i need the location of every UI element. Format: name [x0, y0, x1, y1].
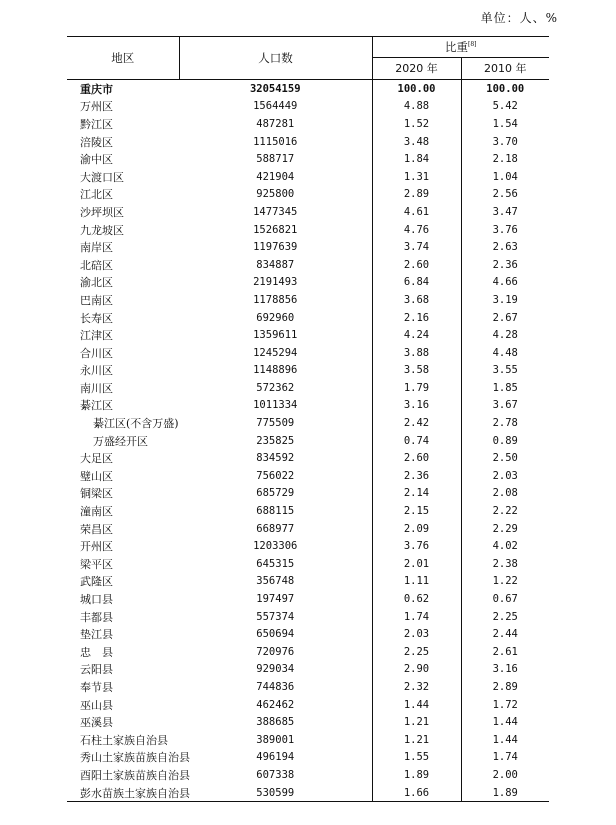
- share-2020-cell: 3.16: [372, 397, 461, 415]
- share-2020-cell: 2.25: [372, 643, 461, 661]
- population-cell: 572362: [179, 379, 372, 397]
- region-name-cell: 大渡口区: [80, 170, 124, 184]
- share-2010-cell: 2.38: [492, 557, 518, 570]
- share-2020-cell: 2.14: [372, 485, 461, 503]
- region-name-cell: 大足区: [80, 452, 113, 466]
- share-2010-cell: 2.36: [492, 258, 518, 271]
- share-2010-cell: 4.66: [492, 276, 518, 289]
- header-year-2010: 2010 年: [461, 57, 549, 79]
- table-row: [67, 291, 549, 309]
- population-cell: 1477345: [179, 203, 372, 221]
- share-2010-cell: 3.76: [492, 223, 518, 236]
- region-name-cell: 江津区: [80, 329, 113, 343]
- population-cell: 235825: [179, 432, 372, 450]
- region-name-cell: 忠 县: [80, 645, 113, 659]
- share-2020-cell: 1.21: [372, 713, 461, 731]
- share-2010-cell: 2.44: [492, 628, 518, 641]
- population-cell: 496194: [179, 749, 372, 767]
- population-cell: 834887: [179, 256, 372, 274]
- population-cell: 389001: [179, 731, 372, 749]
- share-2020-cell: 3.88: [372, 344, 461, 362]
- population-cell: 1115016: [179, 133, 372, 151]
- region-name-cell: 南岸区: [80, 241, 113, 255]
- share-2010-cell: 3.67: [492, 399, 518, 412]
- share-2020-cell: 2.32: [372, 678, 461, 696]
- population-cell: 1203306: [179, 537, 372, 555]
- share-2010-cell: 2.25: [492, 610, 518, 623]
- share-2010-cell: 2.61: [492, 645, 518, 658]
- region-name-cell: 石柱土家族自治县: [80, 733, 168, 747]
- share-2020-cell: 4.76: [372, 221, 461, 239]
- table-row: [67, 449, 549, 467]
- table-row: [67, 186, 549, 204]
- population-cell: 1359611: [179, 326, 372, 344]
- share-2020-cell: 1.79: [372, 379, 461, 397]
- region-name-cell: 渝中区: [80, 153, 113, 167]
- table-row: [67, 608, 549, 626]
- population-cell: 1526821: [179, 221, 372, 239]
- region-name-cell: 丰都县: [80, 610, 113, 624]
- table-row: [67, 344, 549, 362]
- population-cell: 650694: [179, 625, 372, 643]
- header-share-label: 比重: [445, 39, 468, 54]
- table-body: [67, 80, 549, 802]
- region-name-cell: 潼南区: [80, 505, 113, 519]
- share-2010-cell: 3.19: [492, 293, 518, 306]
- population-cell: 1148896: [179, 362, 372, 380]
- share-2020-cell: 2.42: [372, 414, 461, 432]
- table-row: [67, 115, 549, 133]
- population-cell: 688115: [179, 502, 372, 520]
- population-cell: 1564449: [179, 98, 372, 116]
- region-name-cell: 綦江区: [80, 399, 113, 413]
- population-cell: 668977: [179, 520, 372, 538]
- table-row: [67, 537, 549, 555]
- table-row: [67, 590, 549, 608]
- table-row: [67, 309, 549, 327]
- table-row: [67, 696, 549, 714]
- share-2010-cell: 2.50: [492, 452, 518, 465]
- share-2010-cell: 2.03: [492, 469, 518, 482]
- share-2010-cell: 1.74: [492, 751, 518, 764]
- header-share-footnote: [8]: [468, 41, 477, 49]
- share-2010-cell: 3.55: [492, 364, 518, 377]
- header-region: 地区: [67, 37, 179, 80]
- table-row: [67, 274, 549, 292]
- region-name-cell: 武隆区: [80, 575, 113, 589]
- share-2010-cell: 1.89: [461, 784, 549, 802]
- table-row: [67, 625, 549, 643]
- population-cell: 834592: [179, 449, 372, 467]
- region-name-cell: 奉节县: [80, 680, 113, 694]
- population-cell: 685729: [179, 485, 372, 503]
- table-row: [67, 238, 549, 256]
- population-cell: 1245294: [179, 344, 372, 362]
- share-2010-cell: 2.63: [492, 241, 518, 254]
- population-cell: 462462: [179, 696, 372, 714]
- table-row: [67, 713, 549, 731]
- population-cell: 32054159: [179, 80, 372, 98]
- region-name-cell: 璧山区: [80, 469, 113, 483]
- region-name-cell: 巫溪县: [80, 716, 113, 730]
- table-row: [67, 362, 549, 380]
- table-row: [67, 256, 549, 274]
- table-row: [67, 133, 549, 151]
- share-2020-cell: 2.03: [372, 625, 461, 643]
- header-population: 人口数: [179, 37, 372, 80]
- share-2010-cell: 3.70: [492, 135, 518, 148]
- population-cell: 756022: [179, 467, 372, 485]
- region-name-cell: 北碚区: [80, 258, 113, 272]
- share-2020-cell: 4.88: [372, 98, 461, 116]
- share-2010-cell: 0.67: [492, 593, 518, 606]
- share-2010-cell: 2.18: [492, 153, 518, 166]
- table-row: [67, 766, 549, 784]
- share-2020-cell: 4.61: [372, 203, 461, 221]
- table-row: [67, 502, 549, 520]
- table-row: [67, 784, 549, 802]
- share-2020-cell: 1.31: [372, 168, 461, 186]
- population-cell: 1197639: [179, 238, 372, 256]
- region-name-cell: 酉阳土家族苗族自治县: [80, 768, 190, 782]
- table-row: [67, 379, 549, 397]
- population-cell: 487281: [179, 115, 372, 133]
- share-2010-cell: 5.42: [492, 100, 518, 113]
- share-2020-cell: 6.84: [372, 274, 461, 292]
- share-2010-cell: 1.85: [492, 381, 518, 394]
- table-row: [67, 221, 549, 239]
- region-name-cell: 万州区: [80, 100, 113, 114]
- share-2010-cell: 4.48: [492, 346, 518, 359]
- share-2020-cell: 3.68: [372, 291, 461, 309]
- share-2020-cell: 100.00: [372, 80, 461, 98]
- table-row: [67, 150, 549, 168]
- share-2020-cell: 1.52: [372, 115, 461, 133]
- table-row: [67, 485, 549, 503]
- population-cell: 1178856: [179, 291, 372, 309]
- population-cell: 356748: [179, 573, 372, 591]
- share-2010-cell: 2.29: [492, 522, 518, 535]
- table-row: [67, 467, 549, 485]
- share-2020-cell: 2.60: [372, 449, 461, 467]
- region-name-cell: 云阳县: [80, 663, 113, 677]
- share-2020-cell: 3.74: [372, 238, 461, 256]
- share-2010-cell: 4.02: [492, 540, 518, 553]
- region-name-cell: 巴南区: [80, 293, 113, 307]
- share-2010-cell: 3.47: [492, 205, 518, 218]
- share-2020-cell: 1.55: [372, 749, 461, 767]
- region-name-cell: 万盛经开区: [93, 434, 148, 448]
- region-name-cell: 铜梁区: [80, 487, 113, 501]
- table-row: [67, 643, 549, 661]
- population-cell: 557374: [179, 608, 372, 626]
- share-2010-cell: 2.89: [492, 680, 518, 693]
- share-2020-cell: 1.84: [372, 150, 461, 168]
- share-2020-cell: 4.24: [372, 326, 461, 344]
- region-name-cell: 渝北区: [80, 276, 113, 290]
- share-2020-cell: 2.09: [372, 520, 461, 538]
- share-2010-cell: 1.54: [492, 117, 518, 130]
- header-share: [372, 37, 549, 58]
- share-2020-cell: 0.62: [372, 590, 461, 608]
- table-row: [67, 98, 549, 116]
- population-cell: 2191493: [179, 274, 372, 292]
- population-cell: 1011334: [179, 397, 372, 415]
- table-row: [67, 573, 549, 591]
- share-2010-cell: 0.89: [492, 434, 518, 447]
- table-row: [67, 555, 549, 573]
- share-2020-cell: 3.76: [372, 537, 461, 555]
- table-row: [67, 397, 549, 415]
- table-row: [67, 414, 549, 432]
- population-cell: 588717: [179, 150, 372, 168]
- share-2020-cell: 2.16: [372, 309, 461, 327]
- share-2020-cell: 1.11: [372, 573, 461, 591]
- share-2020-cell: 1.74: [372, 608, 461, 626]
- table-row: [67, 168, 549, 186]
- share-2020-cell: 2.01: [372, 555, 461, 573]
- region-name-cell: 南川区: [80, 381, 113, 395]
- share-2010-cell: 4.28: [492, 329, 518, 342]
- region-name-cell: 綦江区(不含万盛): [93, 417, 179, 431]
- population-cell: 775509: [179, 414, 372, 432]
- share-2010-cell: 3.16: [492, 663, 518, 676]
- population-cell: 925800: [179, 186, 372, 204]
- share-2020-cell: 2.60: [372, 256, 461, 274]
- share-2020-cell: 0.74: [372, 432, 461, 450]
- table-row: [67, 731, 549, 749]
- share-2020-cell: 1.66: [372, 784, 461, 802]
- share-2010-cell: 2.22: [492, 505, 518, 518]
- population-cell: 929034: [179, 661, 372, 679]
- region-name-cell: 荣昌区: [80, 522, 113, 536]
- population-cell: 692960: [179, 309, 372, 327]
- region-name-cell: 沙坪坝区: [80, 205, 124, 219]
- share-2010-cell: 1.44: [492, 716, 518, 729]
- share-2010-cell: 2.56: [492, 188, 518, 201]
- region-name-cell: 合川区: [80, 346, 113, 360]
- region-name-cell: 涪陵区: [80, 135, 113, 149]
- population-cell: 388685: [179, 713, 372, 731]
- share-2010-cell: 1.72: [492, 698, 518, 711]
- region-name-cell: 巫山县: [80, 698, 113, 712]
- region-name-cell: 长寿区: [80, 311, 113, 325]
- population-cell: 197497: [179, 590, 372, 608]
- share-2020-cell: 2.90: [372, 661, 461, 679]
- region-name-cell: 彭水苗族土家族自治县: [67, 784, 179, 802]
- share-2020-cell: 2.36: [372, 467, 461, 485]
- population-cell: 645315: [179, 555, 372, 573]
- region-name-cell: 永川区: [80, 364, 113, 378]
- share-2010-cell: 100.00: [486, 82, 525, 95]
- table-row: [67, 203, 549, 221]
- population-cell: 607338: [179, 766, 372, 784]
- region-name-cell: 秀山土家族苗族自治县: [80, 751, 190, 765]
- table-row: [67, 520, 549, 538]
- table-row: [67, 80, 549, 98]
- share-2010-cell: 1.44: [492, 733, 518, 746]
- population-cell: 720976: [179, 643, 372, 661]
- population-cell: 530599: [179, 784, 372, 802]
- share-2010-cell: 1.04: [492, 170, 518, 183]
- share-2020-cell: 1.89: [372, 766, 461, 784]
- population-table: [67, 36, 549, 802]
- region-name-cell: 城口县: [80, 593, 113, 607]
- share-2020-cell: 1.21: [372, 731, 461, 749]
- header-year-2020: 2020 年: [372, 57, 461, 79]
- region-name-cell: 黔江区: [80, 117, 113, 131]
- share-2010-cell: 2.00: [492, 768, 518, 781]
- table-row: [67, 661, 549, 679]
- region-name-cell: 江北区: [80, 188, 113, 202]
- share-2010-cell: 2.08: [492, 487, 518, 500]
- table-row: [67, 749, 549, 767]
- table-row: [67, 432, 549, 450]
- unit-label: 单位：人、%: [480, 11, 558, 25]
- region-name-cell: 梁平区: [80, 557, 113, 571]
- share-2010-cell: 2.78: [492, 417, 518, 430]
- region-name-cell: 重庆市: [80, 82, 113, 96]
- table-row: [67, 678, 549, 696]
- region-name-cell: 九龙坡区: [80, 223, 124, 237]
- table-row: [67, 326, 549, 344]
- share-2020-cell: 1.44: [372, 696, 461, 714]
- share-2020-cell: 2.15: [372, 502, 461, 520]
- population-cell: 421904: [179, 168, 372, 186]
- region-name-cell: 开州区: [80, 540, 113, 554]
- region-name-cell: 垫江县: [80, 628, 113, 642]
- share-2020-cell: 3.48: [372, 133, 461, 151]
- share-2010-cell: 2.67: [492, 311, 518, 324]
- share-2020-cell: 2.89: [372, 186, 461, 204]
- population-cell: 744836: [179, 678, 372, 696]
- share-2020-cell: 3.58: [372, 362, 461, 380]
- share-2010-cell: 1.22: [492, 575, 518, 588]
